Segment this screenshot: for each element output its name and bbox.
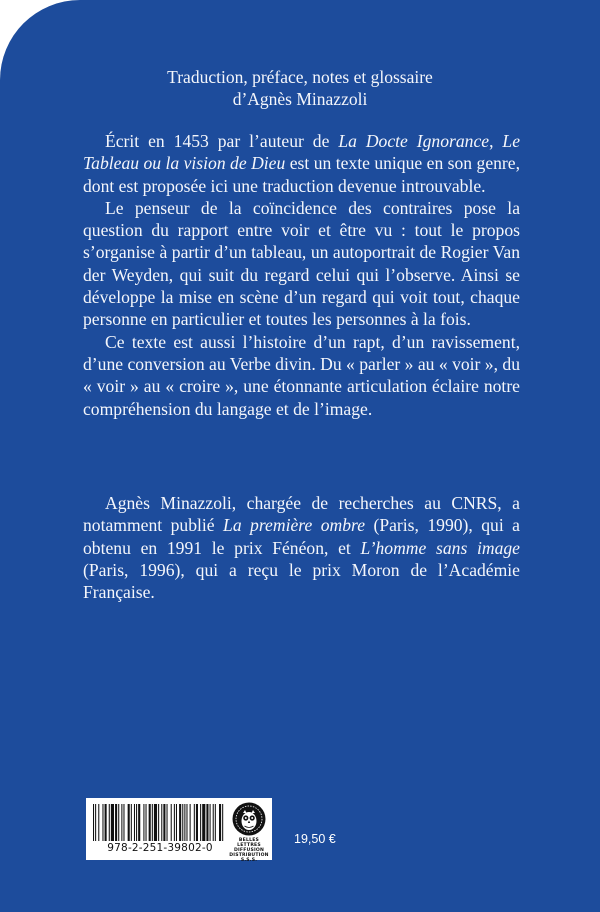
barcode-bar bbox=[179, 804, 181, 841]
barcode-bar bbox=[128, 804, 130, 841]
barcode-bar bbox=[190, 804, 191, 841]
description-paragraph-2: Le penseur de la coïncidence des contraires pose la question du rapport entre voir et être vu : tout le propos s’organise à partir d’un tableau, un autoportrait de Rogier Van der Weyden, qui suit du regard celui qui l’observe. Ainsi se développe la mise en scène d’un regard qui voit tout, chaque personne en particulier et toutes les personnes à la fois. bbox=[83, 197, 520, 330]
barcode-bar bbox=[134, 804, 135, 841]
barcode-bar bbox=[215, 804, 216, 841]
barcode-bar bbox=[98, 804, 99, 841]
barcode-bar bbox=[171, 804, 172, 841]
title-tableau: Le Tableau ou la vision de Dieu bbox=[83, 131, 521, 174]
barcode-bar bbox=[115, 804, 117, 841]
barcode-bar bbox=[158, 804, 159, 841]
barcode-bar bbox=[200, 804, 201, 841]
p1-text-3: est un texte unique en son genre, dont est proposée ici une traduction devenue introuvable. bbox=[83, 153, 520, 196]
barcode-bar bbox=[121, 804, 122, 841]
barcode-bar bbox=[167, 804, 168, 841]
barcode-bar bbox=[182, 804, 183, 841]
barcode-bar bbox=[105, 804, 107, 841]
description-paragraph-3: Ce texte est aussi l’histoire d’un rapt, d’un ravissement, d’une conversion au Verbe divin. Du « parler » au « voir », du « voir » au « croire », une étonnante articulation éclaire notre compréhension du langage et de l’image. bbox=[83, 331, 520, 419]
bio-text-1: Agnès Minazzoli, chargée de recherches au CNRS, a notamment publié bbox=[83, 493, 520, 536]
p1-text-1: Écrit en 1453 par l’auteur de bbox=[105, 131, 339, 151]
title-homme-sans-image: L’homme sans image bbox=[360, 537, 520, 558]
translator-credits bbox=[60, 66, 540, 110]
bio-text-2: (Paris, 1990), qui a obtenu en 1991 le prix Fénéon, et bbox=[83, 515, 520, 558]
barcode-bar bbox=[95, 804, 96, 841]
barcode-bar bbox=[176, 804, 177, 841]
barcode-bar bbox=[123, 804, 124, 841]
title-premiere-ombre: La première ombre bbox=[223, 515, 366, 536]
barcode-bar bbox=[131, 804, 132, 841]
credits-line-2: d’Agnès Minazzoli bbox=[232, 89, 368, 109]
barcode-bar bbox=[154, 804, 157, 841]
barcode-bar bbox=[202, 804, 205, 841]
credits-line-1: Traduction, préface, notes et glossaire bbox=[167, 67, 433, 87]
publisher-line-2: DIFFUSION bbox=[233, 848, 265, 853]
barcode bbox=[92, 804, 226, 841]
publisher-line-4: S.S.S. bbox=[240, 858, 258, 863]
bio-text-3: (Paris, 1996), qui a reçu le prix Moron de l’Académie Française. bbox=[83, 559, 520, 603]
barcode-bar bbox=[222, 804, 223, 841]
barcode-panel bbox=[86, 798, 272, 863]
p1-text-2: , bbox=[489, 131, 503, 151]
publisher-name bbox=[228, 838, 270, 863]
barcode-bar bbox=[196, 804, 198, 841]
barcode-bar bbox=[186, 804, 187, 841]
barcode-bar bbox=[206, 804, 208, 841]
barcode-bar bbox=[146, 804, 147, 841]
barcode-bar bbox=[163, 804, 165, 841]
publisher-line-3: DISTRIBUTION bbox=[229, 853, 269, 858]
publisher-logo bbox=[228, 802, 270, 863]
barcode-bar bbox=[109, 804, 110, 841]
barcode-bar bbox=[174, 804, 175, 841]
barcode-bar bbox=[93, 804, 94, 841]
barcode-bar bbox=[184, 804, 185, 841]
price-label: 19,50 € bbox=[294, 832, 336, 846]
barcode-bar bbox=[152, 804, 153, 841]
bio-paragraph bbox=[83, 492, 520, 603]
owl-emblem-icon bbox=[232, 802, 266, 836]
author-bio bbox=[83, 492, 520, 603]
barcode-bar bbox=[219, 804, 221, 841]
barcode-bar bbox=[102, 804, 103, 841]
isbn-number: 978-2-251-39802-0 bbox=[107, 842, 213, 854]
barcode-bar bbox=[149, 804, 151, 841]
publisher-line-1: BELLES LETTRES bbox=[237, 838, 261, 848]
book-description bbox=[83, 130, 520, 420]
barcode-bar bbox=[161, 804, 162, 841]
barcode-bar bbox=[138, 804, 140, 841]
title-docte-ignorance: La Docte Ignorance bbox=[338, 131, 490, 151]
barcode-bar bbox=[111, 804, 114, 841]
description-paragraph-1 bbox=[83, 130, 520, 197]
barcode-bar bbox=[194, 804, 195, 841]
barcode-bar bbox=[143, 804, 144, 841]
barcode-bar bbox=[210, 804, 211, 841]
barcode-bar bbox=[118, 804, 119, 841]
barcode-bar bbox=[213, 804, 214, 841]
barcode-bar bbox=[136, 804, 137, 841]
